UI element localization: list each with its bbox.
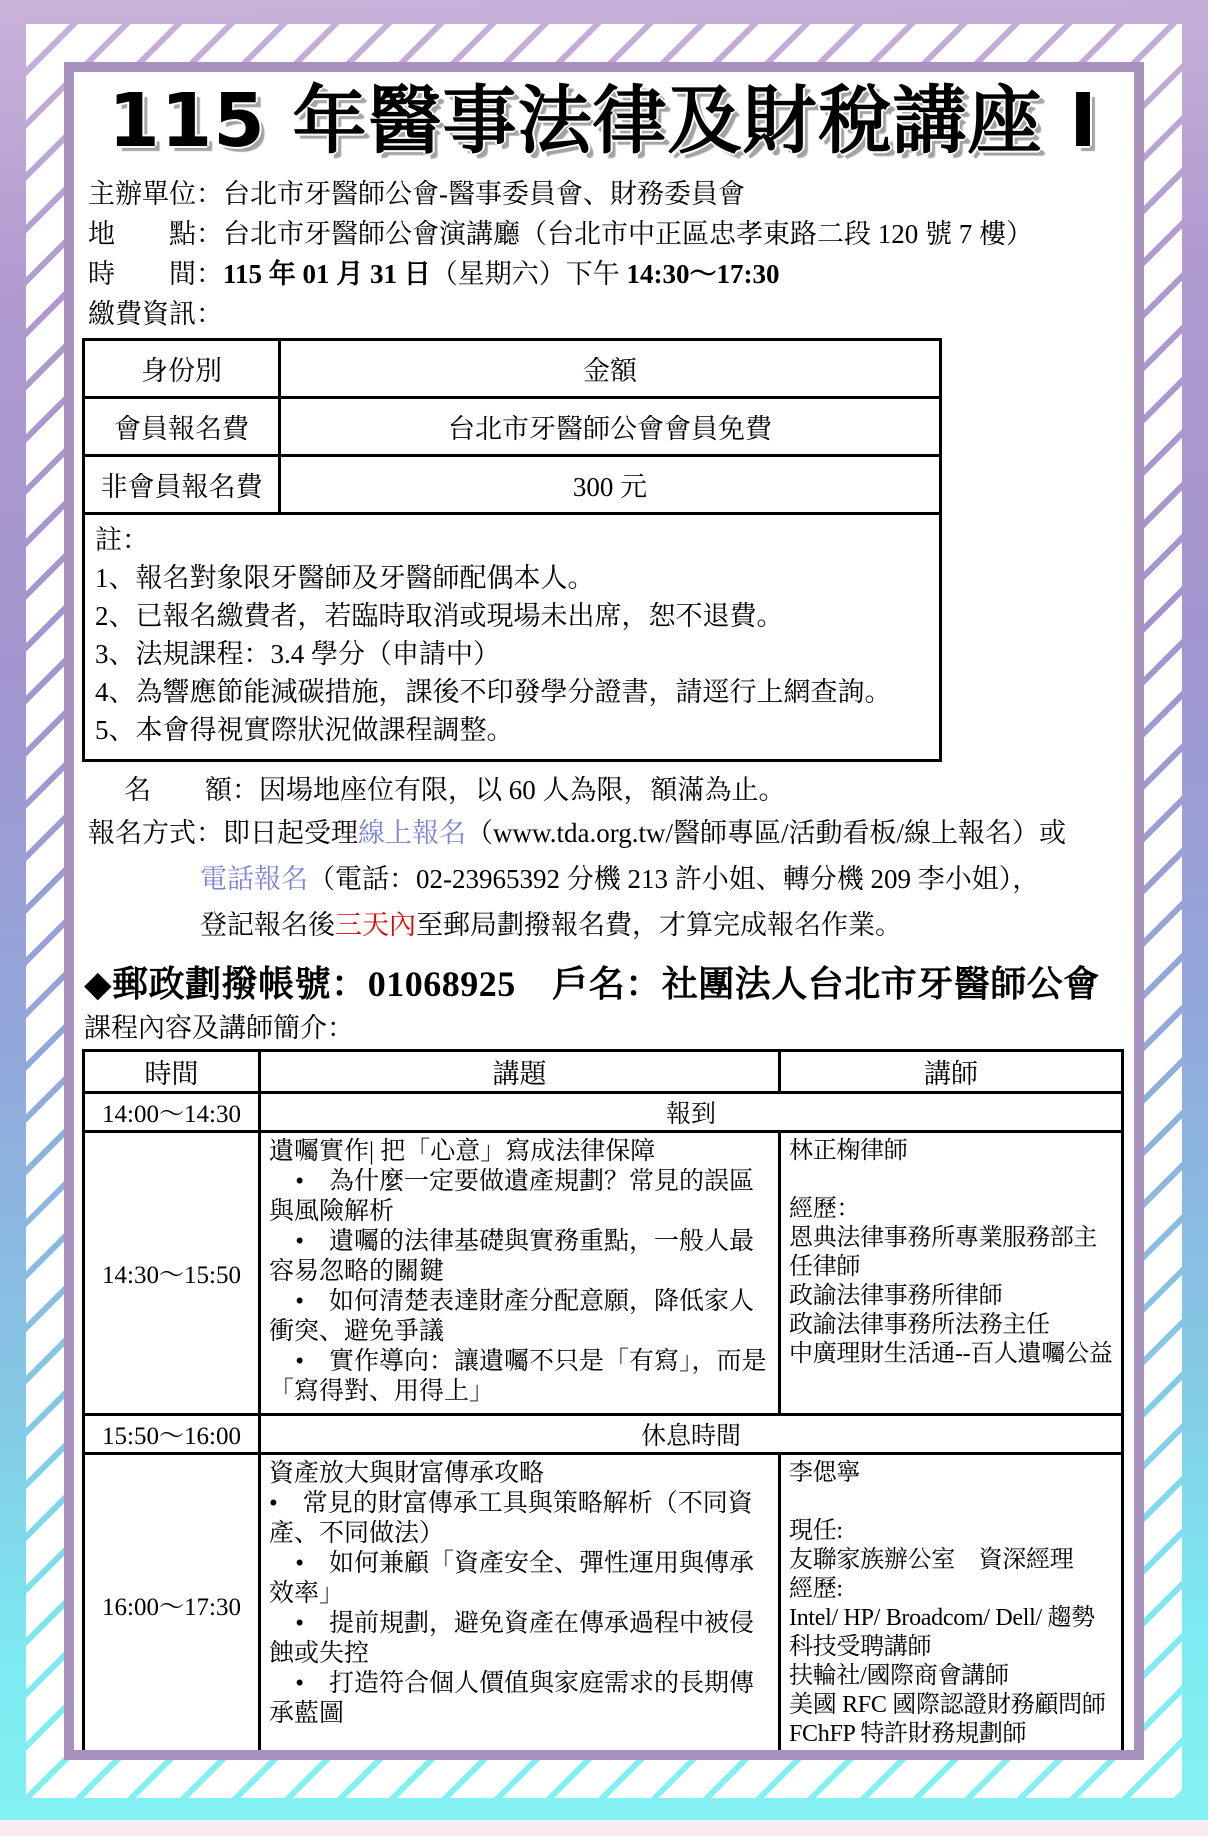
checkin-row xyxy=(84,1093,1123,1132)
break-label: 休息時間 xyxy=(260,1415,1123,1454)
note-item-4: 4、為響應節能減碳措施，課後不印發學分證書，請逕行上網查詢。 xyxy=(95,677,892,708)
session1-lecturer-spacer xyxy=(789,1166,1115,1195)
fee-header-identity: 身份別 xyxy=(84,340,280,398)
session2-current-heading: 現任: xyxy=(789,1518,843,1545)
session2-bullet-2: • 如何兼顧「資產安全、彈性運用與傳承效率」 xyxy=(269,1550,755,1608)
time-date: 115 年 01 月 31 日 xyxy=(223,259,431,290)
note-item-2: 2、已報名繳費者，若臨時取消或現場未出席，恕不退費。 xyxy=(95,601,784,632)
session1-bio-2: 政諭法律事務所律師 xyxy=(789,1283,1003,1310)
session2-bio-2: 扶輪社/國際商會講師 xyxy=(789,1663,1009,1690)
fee-nonmember-value: 300 元 xyxy=(280,456,941,514)
fee-nonmember-label: 非會員報名費 xyxy=(84,456,280,514)
striped-border xyxy=(26,24,1182,1798)
fee-table xyxy=(82,338,942,515)
session2-bio-3: 美國 RFC 國際認證財務顧問師 xyxy=(789,1692,1106,1719)
session1-bullet-1: • 為什麼一定要做遺產規劃？常見的誤區與風險解析 xyxy=(269,1168,755,1226)
time-label: 時 間： xyxy=(88,259,223,290)
session1-topic xyxy=(260,1132,780,1415)
organizer-label: 主辦單位： xyxy=(88,179,223,210)
session2-bio-heading: 經歷: xyxy=(789,1576,843,1603)
quota-line: 名 額：因場地座位有限，以 60 人為限，額滿為止。 xyxy=(124,775,786,806)
session2-topic xyxy=(260,1454,780,1750)
registration-line-3 xyxy=(82,902,1124,948)
deadline-prefix: 登記報名後 xyxy=(200,910,335,941)
session2-bullet-3: • 提前規劃，避免資產在傳承過程中被侵蝕或失控 xyxy=(269,1610,755,1668)
fee-member-label: 會員報名費 xyxy=(84,398,280,456)
registration-url: （www.tda.org.tw/醫師專區/活動看板/線上報名）或 xyxy=(466,818,1066,849)
session1-bio-3: 政諭法律事務所法務主任 xyxy=(789,1312,1050,1339)
schedule-header-row xyxy=(84,1051,1123,1093)
checkin-time: 14:00～14:30 xyxy=(84,1093,260,1132)
phone-registration-link[interactable]: 電話報名 xyxy=(200,864,308,895)
fee-member-value: 台北市牙醫師公會會員免費 xyxy=(280,398,941,456)
table-row xyxy=(84,398,941,456)
session1-bullet-2: • 遺囑的法律基礎與實務重點，一般人最容易忽略的關鍵 xyxy=(269,1228,755,1286)
inner-purple-frame xyxy=(64,62,1144,1760)
session2-lecturer xyxy=(780,1454,1123,1750)
session2-current-1: 友聯家族辦公室 資深經理 xyxy=(789,1547,1074,1574)
note-item-1: 1、報名對象限牙醫師及牙醫師配偶本人。 xyxy=(95,563,595,594)
postal-holder: 戶名：社團法人台北市牙醫師公會 xyxy=(515,964,1100,1005)
schedule-header-topic: 講題 xyxy=(260,1051,780,1093)
session1-bio-1: 恩典法律事務所專業服務部主任律師 xyxy=(789,1225,1098,1281)
session2-row xyxy=(84,1454,1123,1750)
break-time: 15:50～16:00 xyxy=(84,1415,260,1454)
location-line xyxy=(82,214,1124,254)
registration-line-1 xyxy=(82,810,1124,856)
session1-bio-heading: 經歷： xyxy=(789,1196,861,1223)
session1-row xyxy=(84,1132,1123,1415)
fee-header-amount: 金額 xyxy=(280,340,941,398)
schedule-table xyxy=(82,1049,1124,1750)
session2-topic-title: 資產放大與財富傳承攻略 xyxy=(269,1460,545,1488)
session2-bullet-4: • 打造符合個人價值與家庭需求的長期傳承藍圖 xyxy=(269,1670,755,1728)
fee-header-row xyxy=(84,340,941,398)
online-registration-link[interactable]: 線上報名 xyxy=(358,818,466,849)
postal-label: ◆郵政劃撥帳號： xyxy=(84,964,368,1005)
session2-bio-1: Intel/ HP/ Broadcom/ Dell/ 趨勢科技受聘講師 xyxy=(789,1605,1095,1661)
break-row xyxy=(84,1415,1123,1454)
registration-phone: （電話：02-23965392 分機 213 許小姐、轉分機 209 李小姐）， xyxy=(308,864,1040,895)
location-value: 台北市牙醫師公會演講廳（台北市中正區忠孝東路二段 120 號 7 樓） xyxy=(223,219,1033,250)
session1-bullet-4: • 實作導向：讓遺囑不只是「有寫」，而是「寫得對、用得上」 xyxy=(269,1348,767,1406)
registration-method-label: 報名方式：即日起受理 xyxy=(88,818,358,849)
location-label: 地 點： xyxy=(88,219,223,250)
session2-bio-4: FChFP 特許財務規劃師 xyxy=(789,1721,1027,1748)
deadline-highlight: 三天內 xyxy=(335,910,416,941)
session2-lecturer-spacer xyxy=(789,1488,1115,1517)
checkin-label: 報到 xyxy=(260,1093,1123,1132)
time-weekday: （星期六）下午 xyxy=(430,259,627,290)
notes-box xyxy=(82,515,942,762)
postal-account-line xyxy=(84,956,1124,1007)
page-title: 115 年醫事法律及財稅講座 I xyxy=(108,78,1098,164)
registration-line-2 xyxy=(82,856,1124,902)
session1-time: 14:30～15:50 xyxy=(84,1132,260,1415)
schedule-header-lecturer: 講師 xyxy=(780,1051,1123,1093)
postal-account-number: 01068925 xyxy=(367,964,516,1005)
session1-lecturer xyxy=(780,1132,1123,1415)
table-row xyxy=(84,456,941,514)
session1-bio-4: 中廣理財生活通--百人遺囑公益 xyxy=(789,1341,1113,1368)
note-item-5: 5、本會得視實際狀況做課程調整。 xyxy=(95,715,514,746)
notes-heading: 註： xyxy=(95,525,149,556)
session1-lecturer-name: 林正椈律師 xyxy=(789,1138,908,1165)
session2-lecturer-name: 李偲寧 xyxy=(789,1460,861,1487)
schedule-header-time: 時間 xyxy=(84,1051,260,1093)
session2-bullet-1: • 常見的財富傳承工具與策略解析（不同資產、不同做法） xyxy=(269,1490,753,1548)
organizer-value: 台北市牙醫師公會-醫事委員會、財務委員會 xyxy=(223,179,745,210)
deadline-suffix: 至郵局劃撥報名費，才算完成報名作業。 xyxy=(416,910,902,941)
session1-bullet-3: • 如何清楚表達財產分配意願，降低家人衝突、避免爭議 xyxy=(269,1288,755,1346)
session1-topic-title: 遺囑實作| 把「心意」寫成法律保障 xyxy=(269,1138,656,1166)
course-intro-heading: 課程內容及講師簡介： xyxy=(84,1013,354,1044)
note-item-3: 3、法規課程：3.4 學分（申請中） xyxy=(95,639,500,670)
time-range: 14:30～17:30 xyxy=(626,259,780,290)
time-line xyxy=(82,254,1124,294)
content-area xyxy=(74,72,1134,1750)
session2-time: 16:00～17:30 xyxy=(84,1454,260,1750)
payment-heading: 繳費資訊： xyxy=(88,299,223,330)
organizer-line xyxy=(82,174,1124,214)
